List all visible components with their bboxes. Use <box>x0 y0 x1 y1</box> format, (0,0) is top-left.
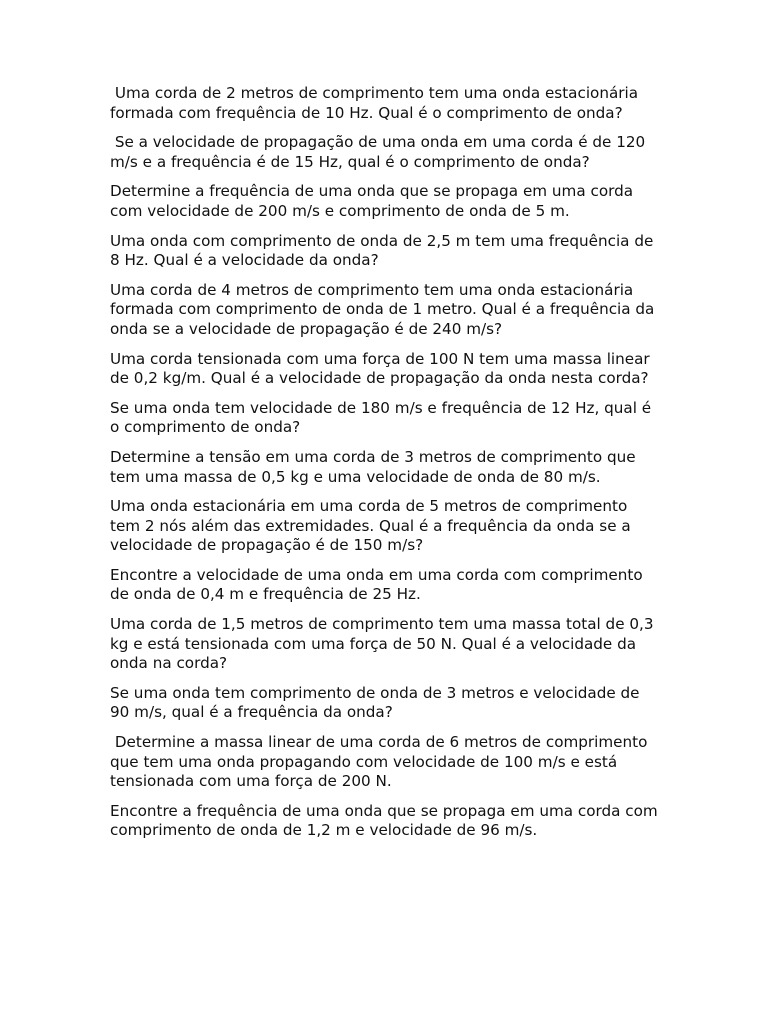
question-11: Uma corda de 1,5 metros de comprimento tem uma massa total de 0,3 kg e está tensionada com uma força de 50 N. Qual é a velocidade da onda na corda? <box>110 615 659 673</box>
question-6: Uma corda tensionada com uma força de 100 N tem uma massa linear de 0,2 kg/m. Qual é a velocidade de propagação da onda nesta corda? <box>110 349 655 388</box>
question-13: Determine a massa linear de uma corda de 6 metros de comprimento que tem uma onda propagando com velocidade de 100 m/s e está tensionada com uma força de 200 N. <box>110 733 653 791</box>
question-10: Encontre a velocidade de uma onda em uma corda com comprimento de onda de 0,4 m e frequência de 25 Hz. <box>110 565 648 604</box>
question-5: Uma corda de 4 metros de comprimento tem uma onda estacionária formada com comprimento de onda de 1 metro. Qual é a frequência da onda se a velocidade de propagação é de 240 m/s? <box>110 280 660 338</box>
question-2: Se a velocidade de propagação de uma onda em uma corda é de 120 m/s e a frequência é de 15 Hz, qual é o comprimento de onda? <box>110 133 651 171</box>
question-8: Determine a tensão em uma corda de 3 metros de comprimento que tem uma massa de 0,5 kg e uma velocidade de onda de 80 m/s. <box>110 447 641 486</box>
question-7: Se uma onda tem velocidade de 180 m/s e frequência de 12 Hz, qual é o comprimento de onda? <box>110 398 656 437</box>
question-12: Se uma onda tem comprimento de onda de 3 metros e velocidade de 90 m/s, qual é a frequência da onda? <box>110 683 645 722</box>
question-9: Uma onda estacionária em uma corda de 5 metros de comprimento tem 2 nós além das extremidades. Qual é a frequência da onda se a velocidade de propagação é de 150 m/s? <box>110 497 636 555</box>
question-14: Encontre a frequência de uma onda que se propaga em uma corda com comprimento de onda de 1,2 m e velocidade de 96 m/s. <box>110 801 663 840</box>
question-3: Determine a frequência de uma onda que se propaga em uma corda com velocidade de 200 m/s e comprimento de onda de 5 m. <box>110 182 638 220</box>
question-1: Uma corda de 2 metros de comprimento tem uma onda estacionária formada com frequência de 10 Hz. Qual é o comprimento de onda? <box>110 84 643 122</box>
question-4: Uma onda com comprimento de onda de 2,5 m tem uma frequência de 8 Hz. Qual é a velocidade da onda? <box>110 231 659 270</box>
